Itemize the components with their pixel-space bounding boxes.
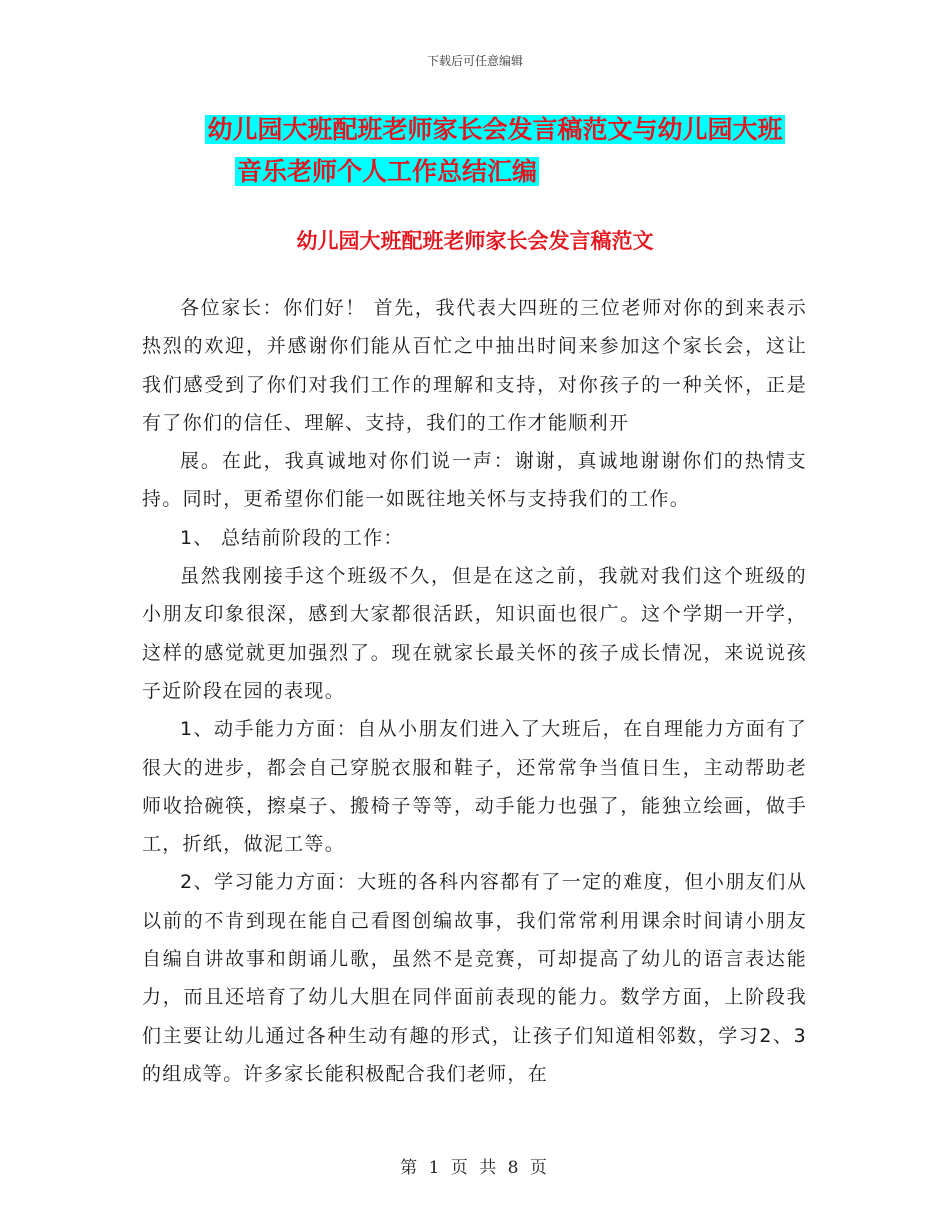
paragraph: 各位家长：你们好！ 首先，我代表大四班的三位老师对你的到来表示热烈的欢迎，并感谢你们能从百忙之中抽出时间来参加这个家长会，这让我们感受到了你们对我们工作的理解和支持，对你孩子的一种关怀，正是有了你们的信任、理解、支持，我们的工作才能顺利开 (142, 297, 807, 434)
paragraph: 虽然我刚接手这个班级不久，但是在这之前，我就对我们这个班级的小朋友印象很深，感到大家都很活跃，知识面也很广。这个学期一开学，这样的感觉就更加强烈了。现在就家长最关怀的孩子成长情况，来说说孩子近阶段在园的表现。 (142, 565, 807, 702)
page-footer: 第 1 页 共 8 页 (400, 1158, 550, 1178)
main-title-line-1 (0, 110, 950, 150)
body-text (142, 289, 807, 1093)
section-title: 幼儿园大班配班老师家长会发言稿范文 (296, 229, 654, 253)
paragraph: 展。在此，我真诚地对你们说一声：谢谢，真诚地谢谢你们的热情支持。同时，更希望你们能一如既往地关怀与支持我们的工作。 (142, 450, 807, 511)
main-title-line-2 (0, 152, 950, 192)
paragraph: 2、学习能力方面：大班的各科内容都有了一定的难度，但小朋友们从以前的不肯到现在能自己看图创编故事，我们常常利用课余时间请小朋友自编自讲故事和朗诵儿歌，虽然不是竞赛，可却提高了幼儿的语言表达能力，而且还培育了幼儿大胆在同伴面前表现的能力。数学方面，上阶段我们主要让幼儿通过各种生动有趣的形式，让孩子们知道相邻数，学习2、3的组成等。许多家长能积极配合我们老师，在 (142, 871, 807, 1085)
main-title-line-2-text: 音乐老师个人工作总结汇编 (236, 157, 537, 186)
header-note: 下载后可任意编辑 (426, 54, 523, 68)
main-title-line-1-text: 幼儿园大班配班老师家长会发言稿范文与幼儿园大班 (207, 115, 783, 144)
paragraph: 1、 总结前阶段的工作： (180, 526, 404, 549)
paragraph: 1、动手能力方面：自从小朋友们进入了大班后，在自理能力方面有了很大的进步，都会自己穿脱衣服和鞋子，还常常争当值日生，主动帮助老师收拾碗筷，擦桌子、搬椅子等等，动手能力也强了，能独立绘画，做手工，折纸，做泥工等。 (142, 718, 807, 856)
